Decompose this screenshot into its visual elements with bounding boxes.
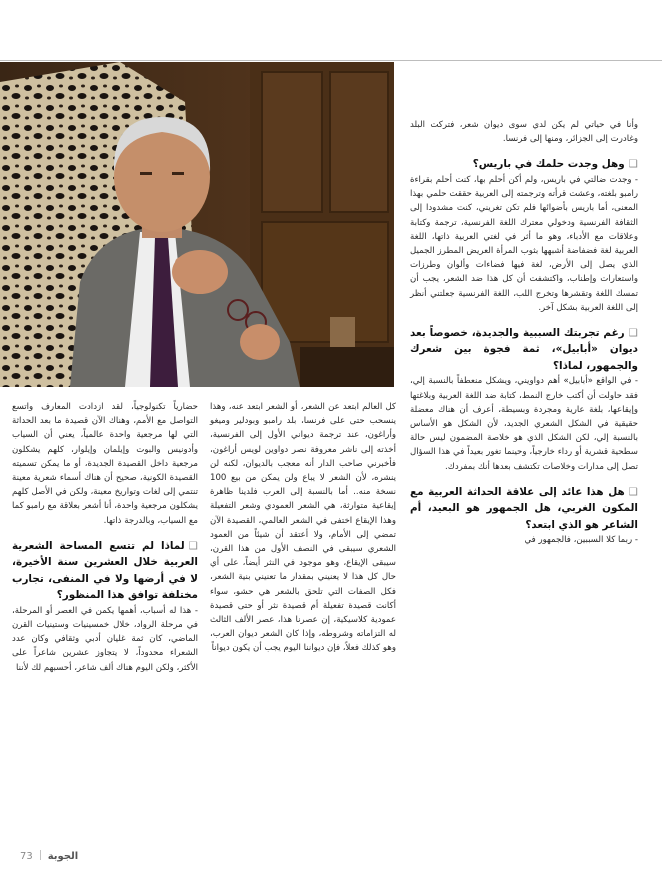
magazine-brand: الجوبة — [47, 851, 79, 862]
interview-question: ❑رغم تجربتك السببية والجديدة، خصوصاً بعد ديوان «أبابيل»، ثمة فجوة بين شعرك والجمهور، لماذا؟ — [410, 326, 638, 372]
paragraph: - في الواقع «أبابيل» أهم دواويني، ويشكل منعطفاً بالنسبة إلي، فقد حاولت أن أكتب خارج النمط، كتابة ضد اللغة العربية وبلاغتها وإيقاعها، بلغة عارية ومجردة وبسيطة، أعرف أن هناك معضلة حقيقية في الشكل الشعري الجديد، لأن الشكل هو الأساس بالنسبة إلي، لكن الشكل الذي هو خلاصة المضمون ليس حالة سطحية قشرية أو رداء خارجياً، وحينما تغور بعيداً في هذا السؤال تصل إلى مدارات وخلاصات تكتشف بعدها أنك بمفردك. — [410, 376, 638, 472]
page-footer — [20, 850, 78, 862]
paragraph: - هذا له أسباب، أهمها يكمن في العصر أو المرحلة، في مرحلة الرواد، خلال خمسينيات وستينيات القرن الماضي، كان ثمة غليان أدبي وثقافي وكان عدد الشعراء محدوداً، لا يتجاوز عشرين شاعراً على الأكثر، ولكن اليوم هناك ألف شاعر، أحسبهم لك لأننا — [12, 605, 198, 673]
paragraph: - وجدت ضالتي في باريس، ولم أكن أحلم بها، كنت أحلم بقراءة رامبو بلغته، وعشت قرأته وترجمته إلى العربية حققت حلمي بهذا المعنى، أما باريس بأضوائها فلم تكن تغريني، كنت مشدودا إلى الثقافة الفرنسية ودخولي معترك اللغة الفرنسية، ترجمة وكتابة وعلاقات مع الأدباء، وهو ما أثر في لغتي العربية ذاتها، اللغة العربية لغة فضفاضة أشبهها بثوب المرأة العريض المطرز الجميل الذي يصل إلى الأرض، لغة فيها فضاءات وألوان وطرزات واستعارات وإطناب، واكتشفت أن كل هذا ضد الشعر، يجب أن تمسك اللغة وتقشرها وتخرج اللب، اللغة الفرنسية جعلتني أنظر إلى اللغة العربية بشكل آخر. — [410, 174, 638, 313]
interview-photo-icon — [0, 62, 394, 387]
top-rule — [0, 60, 662, 61]
article-column-middle — [210, 400, 396, 656]
article-column-left — [12, 400, 198, 675]
question-mark-icon: ❑ — [188, 539, 198, 552]
footer-divider — [40, 850, 41, 860]
question-mark-icon: ❑ — [628, 485, 638, 498]
paragraph: - ربما كلا السببين، فالجمهور في — [524, 535, 638, 546]
page-number: 73 — [20, 851, 33, 862]
question-mark-icon: ❑ — [628, 158, 638, 171]
article-column-right — [410, 118, 638, 548]
interview-question: ❑هل هذا عائد إلى علاقة الحداثة العربية مع المكون الغربي، هل الجمهور هو البعيد، أم الشاعر هو الذي ابتعد؟ — [410, 485, 638, 531]
paragraph: وأنا في حياتي لم يكن لدي سوى ديوان شعر، فتركت البلد وغادرت إلى الجزائر، ومنها إلى فرنسا. — [410, 120, 638, 145]
interview-question: ❑لماذا لم تتسع المساحة الشعرية العربية خلال العشرين سنة الأخيرة، لا في أرضها ولا في المنفى، تجارب مختلفة توافق هذا المنظور؟ — [12, 539, 198, 602]
question-mark-icon: ❑ — [628, 326, 638, 339]
paragraph: حضارياً تكنولوجياً، لقد ازدادت المعارف واتسع التواصل مع الأمم، وهناك الآن قصيدة ما بعد الحداثة التي لها مرجعية واحدة عالمياً، يعني أن السياب وأدونيس والبوت وإيلمان وإيلوار، كلهم يشكلون مرجعية داخل القصيدة الجديدة، أو ما يمكن تسميته القصيدة الكونية، صحيح أن هناك أسماء شعرية معينة تنتمي إلى لغات وتواريخ معينة، ولكن في الأصل كلهم يشكلون مرجعية واحدة، أنا أشعر بعلاقة مع رامبو كما مع السياب، وبالدرجة ذاتها. — [12, 402, 198, 526]
interview-photo — [0, 62, 394, 387]
interview-question: ❑وهل وجدت حلمك في باريس؟ — [472, 158, 638, 171]
paragraph: كل العالم ابتعد عن الشعر، أو الشعر ابتعد عنه، وهذا ينسحب حتى على فرنسا، بلد رامبو وبودلير وميغو وأراغون، عند ترجمة ديواني الأول إلى الفرنسية، أخذته إلى ناشر معروفة نصر دواوين لويس أراغون، فأخبرني صاحب الدار أنه معجب بالديوان، لكنه لن ينشره، لأن الشعر لا يباع ولن يمكن من بيع 100 نسخة منه.. أما بالنسبة إلى العرب فلدينا ظاهرة إيقاعية متوارثة، هي الشعر العمودي وشعر التفعيلة وهذا الإيقاع اختفى في الشعر العالمي، القصيدة الآن تمضي إلى الأمام، ولا أعتقد أن شيئاً من العمود الشعري سيبقى في النصف الأول من هذا القرن، سيبقى الإيقاع، وهو موجود في النثر أيضاً، على أي حال كل هذا لا يعنيني بمقدار ما تعنيني بنية الشعر، فكل الصفات التي تلحق بالشعر هي حشو، سواء أكانت قصيدة تفعيلة أم قصيدة نثر أو حتى قصيدة عمودية كلاسيكية، إن عصرنا هذا، عصر الألف الثالث له التزاماته وشروطه، وإذا كان الشعر ديوان العرب، وهو كذلك فعلاً، فإن ديواننا اليوم يجب أن يكون ديواناً — [210, 402, 396, 654]
